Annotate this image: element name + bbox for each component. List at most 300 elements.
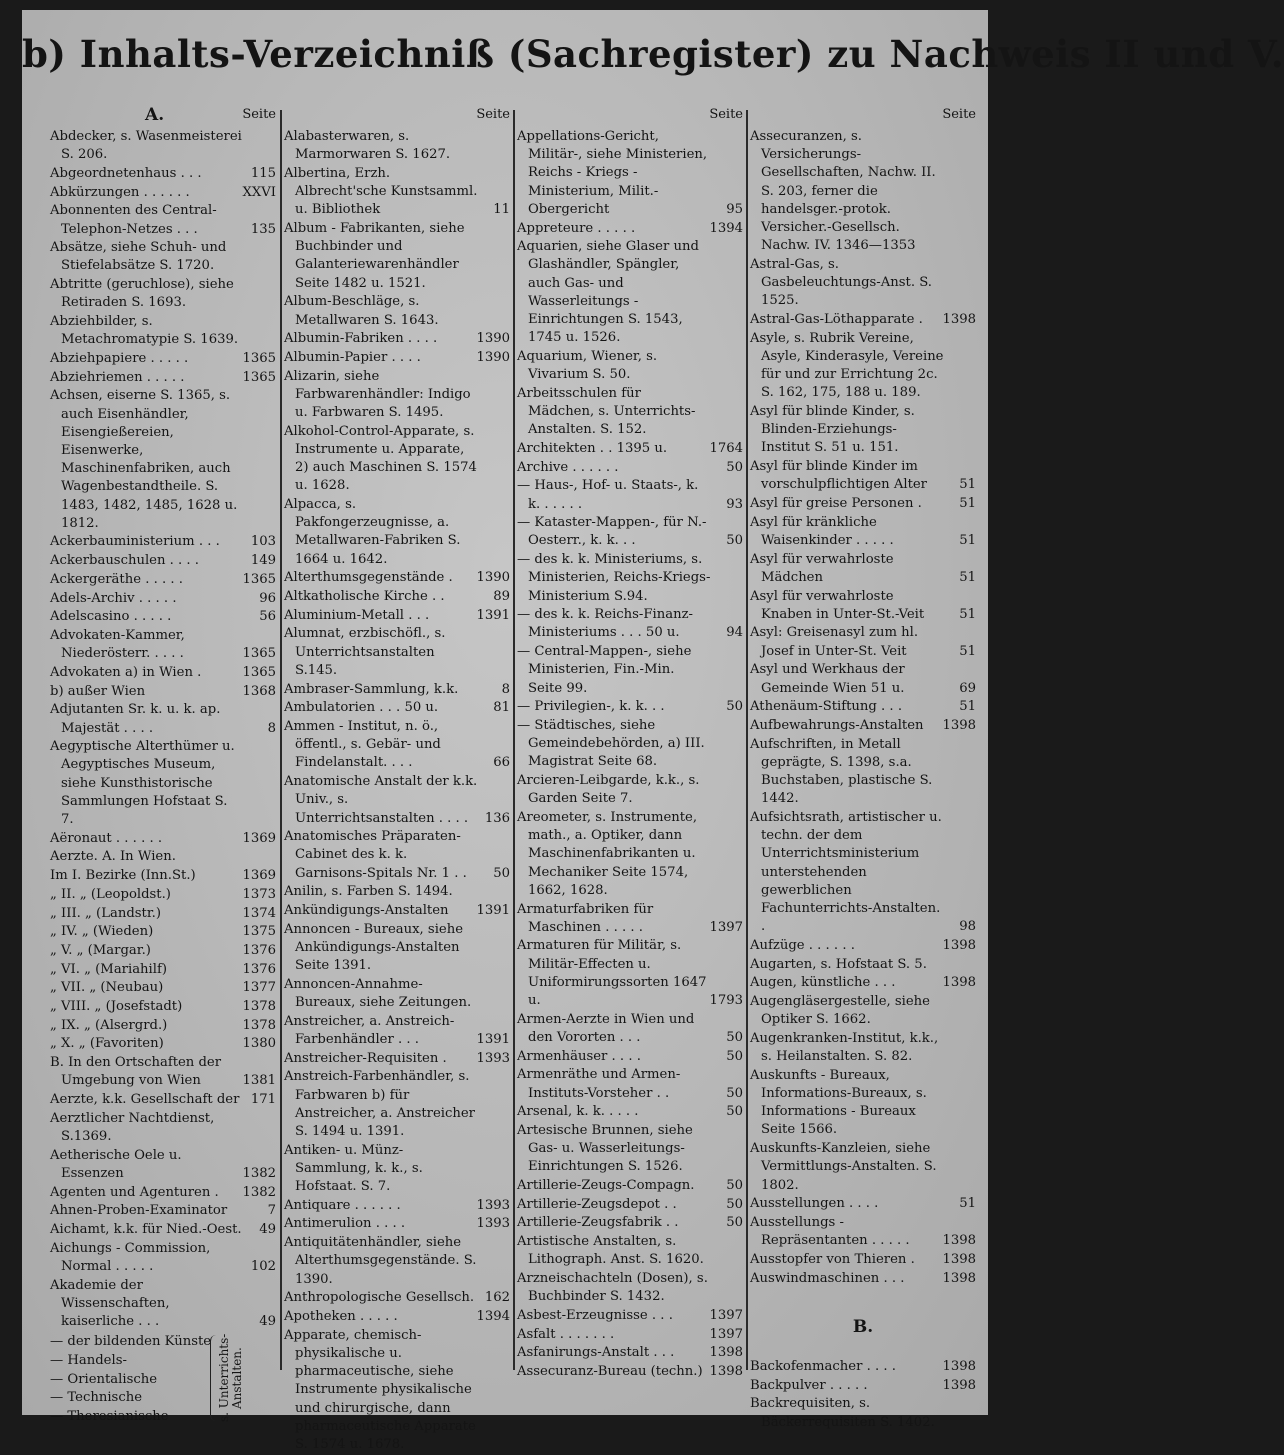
index-entry xyxy=(517,348,743,384)
index-entry xyxy=(284,1068,510,1141)
entry-text: Astral-Gas, s. Gasbeleuchtungs-Anst. S. 1525. xyxy=(750,256,932,309)
entry-text: Aerzte, k.k. Gesellschaft der xyxy=(50,1092,240,1108)
index-entry xyxy=(750,1270,976,1288)
entry-text: b) außer Wien xyxy=(50,683,146,699)
column-divider xyxy=(513,110,515,1370)
entry-text: „ II. „ (Leopoldst.) xyxy=(50,886,171,902)
index-entry xyxy=(517,459,743,477)
entry-page-number: 1793 xyxy=(709,993,743,1009)
index-entry xyxy=(750,1395,976,1431)
index-entry xyxy=(50,942,276,960)
entry-text: Anatomisches Präparaten-Cabinet des k. k. Garnisons-Spitals Nr. 1 . . xyxy=(284,829,467,881)
column-divider xyxy=(746,110,748,1370)
entry-page-number: 94 xyxy=(726,625,743,641)
index-entry xyxy=(750,937,976,955)
entry-text: Alabasterwaren, s. Marmorwaren S. 1627. xyxy=(284,129,451,163)
entry-text: Asfalt . . . . . . . xyxy=(517,1326,615,1342)
entry-text: Agenten und Agenturen . xyxy=(50,1184,219,1200)
index-entry xyxy=(517,440,743,458)
index-entry xyxy=(517,643,743,698)
entry-text: Aufschriften, in Metall geprägte, S. 1398, s.a. Buchstaben, plastische S. 1442. xyxy=(750,736,933,807)
entry-text: Ankündigungs-Anstalten xyxy=(284,903,449,919)
entry-text: Artillerie-Zeugsfabrik . . xyxy=(517,1215,679,1231)
index-entry xyxy=(517,220,743,238)
index-entry xyxy=(50,1110,276,1146)
entry-page-number: 1374 xyxy=(242,905,276,921)
index-entry xyxy=(750,956,976,974)
index-entry xyxy=(750,736,976,809)
entry-page-number: 1391 xyxy=(476,1031,510,1047)
entry-text: Armen-Aerzte in Wien und den Vororten . . . xyxy=(517,1011,695,1045)
entry-text: Artillerie-Zeugsdepot . . xyxy=(517,1196,677,1212)
entry-text: Antiquitätenhändler, siehe Alterthumsgegenstände. S. 1390. xyxy=(284,1235,477,1287)
entry-page-number: 1398 xyxy=(942,1377,976,1393)
entry-text: Advokaten-Kammer, Niederösterr. . . . . xyxy=(50,627,185,662)
entry-page-number: 95 xyxy=(726,201,743,217)
index-entry xyxy=(284,128,510,164)
index-entry xyxy=(750,128,976,255)
entry-text: Alkohol-Control-Apparate, s. Instrumente u. Apparate, 2) auch Maschinen S. 1574 u. 1628. xyxy=(284,423,477,494)
index-entry xyxy=(750,974,976,992)
brace-group xyxy=(50,1333,276,1426)
index-entry xyxy=(517,238,743,347)
entry-text: Aichungs - Commission, Normal . . . . . xyxy=(50,1240,211,1274)
entry-text: Abdecker, s. Wasenmeisterei S. 206. xyxy=(50,129,242,163)
entry-page-number: 50 xyxy=(726,1178,743,1194)
entry-page-number: 11 xyxy=(493,202,510,218)
index-entry xyxy=(750,809,976,936)
column-header xyxy=(284,107,510,128)
entry-page-number: 162 xyxy=(484,1290,510,1306)
index-entry xyxy=(50,239,276,275)
entry-page-number: 66 xyxy=(493,755,510,771)
page-title: b) Inhalts-Verzeichniß (Sachregister) zu Nachweis II und V. xyxy=(22,32,1284,76)
entry-page-number: 1365 xyxy=(242,664,276,680)
entry-text: Auskunfts - Bureaux, Informations-Bureaux, s. Informations - Bureaux Seite 1566. xyxy=(750,1067,927,1138)
entry-text: Albertina, Erzh. Albrecht'sche Kunstsamml. u. Bibliothek xyxy=(284,165,478,218)
entry-page-number: 1376 xyxy=(242,961,276,977)
entry-text: Antiken- u. Münz-Sammlung, k. k., s. Hofstaat. S. 7. xyxy=(284,1142,423,1195)
index-entry xyxy=(284,902,510,920)
entry-page-number: 1398 xyxy=(942,1359,976,1374)
index-entry xyxy=(517,1214,743,1232)
index-entry xyxy=(50,1017,276,1035)
entry-text: Backpulver . . . . . xyxy=(750,1377,868,1393)
entry-page-number: 136 xyxy=(484,810,510,826)
entry-page-number: 1373 xyxy=(242,886,276,902)
index-entry xyxy=(284,1215,510,1233)
index-entry xyxy=(50,552,276,570)
entry-page-number: 89 xyxy=(493,589,510,605)
index-entry xyxy=(50,664,276,682)
index-entry xyxy=(284,1289,510,1307)
entry-text: Aerzte. A. In Wien. xyxy=(50,849,176,865)
entry-text: Abziehriemen . . . . . xyxy=(50,369,185,385)
entry-page-number: 51 xyxy=(959,477,976,493)
entry-page-number: 102 xyxy=(250,1258,276,1274)
entry-text: Assecuranz-Bureau (techn.) xyxy=(517,1364,703,1380)
index-entry xyxy=(284,569,510,587)
entry-text: Armenhäuser . . . . xyxy=(517,1048,641,1064)
index-entry xyxy=(517,698,743,716)
entry-page-number: 1393 xyxy=(476,1050,510,1066)
entry-page-number: 50 xyxy=(726,1029,743,1045)
index-entry xyxy=(50,369,276,387)
index-entry xyxy=(50,571,276,589)
entry-text: Aluminium-Metall . . . xyxy=(284,607,430,623)
entry-page-number: 51 xyxy=(959,606,976,622)
entry-text: Annoncen - Bureaux, siehe Ankündigungs-Anstalten Seite 1391. xyxy=(284,921,464,974)
index-entry xyxy=(517,1048,743,1066)
entry-text: — Haus-, Hof- u. Staats-, k. k. . . . . . xyxy=(517,478,699,512)
index-entry xyxy=(50,905,276,923)
entry-text: Albumin-Fabriken . . . . xyxy=(284,331,438,347)
entry-text: Alizarin, siehe Farbwarenhändler: Indigo u. Farbwaren S. 1495. xyxy=(284,368,471,421)
entry-page-number: 1377 xyxy=(242,980,276,996)
index-entry xyxy=(517,1103,743,1121)
index-entry xyxy=(284,423,510,496)
index-entry xyxy=(50,533,276,551)
entry-text: Anstreich-Farbenhändler, s. Farbwaren b) für Anstreicher, a. Anstreicher S. 1494 u. 1391. xyxy=(284,1069,475,1139)
index-entry xyxy=(284,1197,510,1215)
index-entry xyxy=(517,1307,743,1325)
entry-text: Aquarium, Wiener, s. Vivarium S. 50. xyxy=(517,348,658,383)
entry-text: Arbeitsschulen für Mädchen, s. Unterrichts-Anstalten. S. 152. xyxy=(517,385,696,438)
entry-text: Appellations-Gericht, Militär-, siehe Ministerien, Reichs - Kriegs - Ministerium, Milit.-Obergericht xyxy=(517,129,708,217)
entry-page-number: 1398 xyxy=(942,937,976,953)
index-entry xyxy=(50,1184,276,1202)
entry-text: — Kataster-Mappen-, für N.-Oesterr., k. k. . . xyxy=(517,515,707,549)
index-entry xyxy=(50,1091,276,1109)
entry-text: Abziehbilder, s. Metachromatypie S. 1639. xyxy=(50,314,239,348)
entry-page-number: 81 xyxy=(493,700,510,716)
index-entry xyxy=(750,330,976,403)
entry-text: Arcieren-Leibgarde, k.k., s. Garden Seite 7. xyxy=(517,773,700,807)
entry-text: „ III. „ (Landstr.) xyxy=(50,905,162,921)
entry-page-number: 1764 xyxy=(709,440,743,456)
index-entry xyxy=(750,717,976,735)
entry-text: Aetherische Oele u. Essenzen xyxy=(50,1147,182,1181)
entry-text: Ambraser-Sammlung, k.k. xyxy=(284,681,459,697)
index-entry xyxy=(284,1327,510,1454)
seite-label: Seite xyxy=(709,107,743,122)
entry-page-number: 51 xyxy=(959,532,976,548)
index-entry xyxy=(50,961,276,979)
entry-page-number: 135 xyxy=(250,221,276,237)
index-entry xyxy=(517,477,743,513)
entry-page-number: 1378 xyxy=(242,999,276,1015)
entry-page-number: 69 xyxy=(959,680,976,696)
entry-text: Annoncen-Annahme-Bureaux, siehe Zeitungen. xyxy=(284,976,472,1011)
entry-page-number: 1381 xyxy=(242,1073,276,1089)
index-entry xyxy=(50,276,276,312)
entry-page-number: 51 xyxy=(959,643,976,659)
index-entry xyxy=(284,625,510,680)
entry-page-number: 1397 xyxy=(709,919,743,935)
entry-page-number: 1398 xyxy=(942,975,976,991)
entry-text: Areometer, s. Instrumente, math., a. Optiker, dann Maschinenfabrikanten u. Mechaniker Seite 1574, 1662, 1628. xyxy=(517,810,698,898)
seite-label: Seite xyxy=(476,107,510,122)
entry-text: Anilin, s. Farben S. 1494. xyxy=(284,884,453,900)
entry-text: Abonnenten des Central-Telephon-Netzes . . . xyxy=(50,203,217,237)
entry-page-number: 1390 xyxy=(476,331,510,347)
entry-page-number: 50 xyxy=(726,1215,743,1231)
entry-text: Altkatholische Kirche . . xyxy=(284,589,445,605)
index-entry xyxy=(750,1030,976,1066)
entry-text: Asyl für verwahrloste Knaben in Unter-St.-Veit xyxy=(750,588,925,622)
entry-text: Artesische Brunnen, siehe Gas- u. Wasserleitungs-Einrichtungen S. 1526. xyxy=(517,1122,693,1175)
section-letter-b: B. xyxy=(852,1316,874,1337)
entry-text: — des k. k. Ministeriums, s. Ministerien, Reichs-Kriegs-Ministerium S.94. xyxy=(517,552,711,604)
index-entry xyxy=(284,883,510,901)
entry-text: — Städtisches, siehe Gemeindebehörden, a) III. Magistrat Seite 68. xyxy=(517,718,705,770)
index-column-3 xyxy=(517,107,743,1382)
index-entry xyxy=(50,701,276,737)
index-entry xyxy=(50,1147,276,1183)
entry-text: Asyl für blinde Kinder im vorschulpflichtigen Alter xyxy=(750,459,927,493)
entry-text: Auswindmaschinen . . . xyxy=(750,1270,905,1286)
index-entry xyxy=(517,717,743,772)
entry-text: Album - Fabrikanten, siehe Buchbinder und Galanteriewarenhändler Seite 1482 u. 1521. xyxy=(284,221,465,291)
entry-text: Augen, künstliche . . . xyxy=(750,975,896,991)
index-entry xyxy=(50,608,276,626)
entry-page-number: 1397 xyxy=(709,1308,743,1323)
index-entry xyxy=(284,165,510,220)
index-entry xyxy=(750,495,976,513)
entry-text: Arsenal, k. k. . . . . xyxy=(517,1104,639,1120)
brace-entry: — der bildenden Künste xyxy=(50,1334,212,1350)
entry-page-number: 50 xyxy=(726,1048,743,1064)
entry-text: Ausstellungs - Repräsentanten . . . . . xyxy=(750,1214,910,1249)
index-entry xyxy=(50,165,276,183)
index-entry xyxy=(284,773,510,828)
index-entry xyxy=(517,1177,743,1195)
index-entry xyxy=(517,128,743,219)
index-entry xyxy=(50,387,276,533)
entry-text: Ausstopfer von Thieren . xyxy=(750,1251,915,1267)
entry-page-number: 1380 xyxy=(242,1036,276,1052)
entry-page-number: 7 xyxy=(267,1203,276,1219)
index-entry xyxy=(517,937,743,1010)
entry-page-number: 1365 xyxy=(242,350,276,366)
entry-page-number: 1398 xyxy=(942,1233,976,1249)
entry-text: Alterthumsgegenstände . xyxy=(284,570,453,586)
entry-text: Absätze, siehe Schuh- und Stiefelabsätze S. 1720. xyxy=(50,240,227,274)
index-entry xyxy=(284,976,510,1012)
entry-text: „ VIII. „ (Josefstadt) xyxy=(50,999,183,1015)
index-entry xyxy=(517,385,743,440)
entry-text: Abtritte (geruchlose), siehe Retiraden S. 1693. xyxy=(50,277,234,311)
entry-text: Ackergeräthe . . . . . xyxy=(50,571,183,587)
index-entry xyxy=(517,606,743,642)
entry-text: Alpacca, s. Pakfongerzeugnisse, a. Metallwaren-Fabriken S. 1664 u. 1642. xyxy=(284,497,461,567)
index-entry xyxy=(50,1202,276,1220)
entry-text: Asyl für verwahrloste Mädchen xyxy=(750,551,894,585)
entry-page-number: 1394 xyxy=(476,1309,510,1324)
entry-text: Asfanirungs-Anstalt . . . xyxy=(517,1345,675,1361)
entry-page-number: 98 xyxy=(959,919,976,935)
entry-text: Ahnen-Proben-Examinator xyxy=(50,1203,228,1219)
entry-page-number: 1393 xyxy=(476,1216,510,1232)
index-entry xyxy=(750,551,976,587)
index-entry xyxy=(50,830,276,848)
entry-page-number: 1397 xyxy=(709,1326,743,1342)
index-entry xyxy=(750,698,976,716)
entry-page-number: 93 xyxy=(726,496,743,512)
entry-text: — des k. k. Reichs-Finanz-Ministeriums . . . 50 u. xyxy=(517,607,694,641)
entry-page-number: 56 xyxy=(259,609,276,625)
index-entry xyxy=(50,313,276,349)
entry-text: Im I. Bezirke (Inn.St.) xyxy=(50,868,196,884)
index-entry xyxy=(50,738,276,829)
entry-page-number: 1369 xyxy=(242,830,276,846)
entry-text: Antiquare . . . . . . xyxy=(284,1197,401,1213)
entry-text: Ackerbauschulen . . . . xyxy=(50,553,199,569)
column-divider xyxy=(280,110,282,1370)
entry-page-number: 103 xyxy=(250,534,276,550)
entry-page-number: 1376 xyxy=(242,942,276,958)
entry-text: Aerztlicher Nachtdienst, S.1369. xyxy=(50,1110,215,1144)
seite-label: Seite xyxy=(242,107,276,122)
entry-page-number: 1378 xyxy=(242,1017,276,1033)
entry-text: Astral-Gas-Löthapparate . xyxy=(750,312,923,328)
entry-text: Alumnat, erzbischöfl., s. Unterrichtsanstalten S.145. xyxy=(284,626,446,678)
entry-text: Asbest-Erzeugnisse . . . xyxy=(517,1308,673,1323)
entry-page-number: 50 xyxy=(726,1104,743,1120)
index-entry xyxy=(750,1067,976,1140)
index-entry xyxy=(50,848,276,866)
index-entry xyxy=(50,923,276,941)
entry-page-number: 1394 xyxy=(709,220,743,236)
section-letter-a: A. xyxy=(145,105,165,125)
entry-text: „ X. „ (Favoriten) xyxy=(50,1036,164,1052)
entry-text: Augarten, s. Hofstaat S. 5. xyxy=(750,956,927,972)
entry-page-number: 49 xyxy=(259,1221,276,1237)
entry-text: Archive . . . . . . xyxy=(517,459,619,475)
index-entry xyxy=(750,256,976,311)
index-entry xyxy=(517,1196,743,1214)
entry-page-number: 1365 xyxy=(242,571,276,587)
index-entry xyxy=(750,1251,976,1269)
entry-text: Advokaten a) in Wien . xyxy=(50,664,202,680)
entry-list xyxy=(284,128,510,1454)
index-entry xyxy=(750,624,976,660)
index-entry xyxy=(517,1326,743,1344)
entry-page-number: 1382 xyxy=(242,1165,276,1181)
entry-text: Abkürzungen . . . . . . xyxy=(50,184,190,200)
entry-page-number: 96 xyxy=(259,590,276,606)
index-entry xyxy=(750,1377,976,1395)
entry-page-number: 50 xyxy=(726,699,743,715)
index-entry xyxy=(284,699,510,717)
index-entry xyxy=(750,403,976,458)
index-entry xyxy=(284,1308,510,1326)
index-entry xyxy=(517,514,743,550)
index-entry xyxy=(517,1122,743,1177)
entry-text: Anatomische Anstalt der k.k. Univ., s. Unterrichtsanstalten . . . . xyxy=(284,774,478,826)
index-entry xyxy=(50,590,276,608)
entry-text: Armaturfabriken für Maschinen . . . . . xyxy=(517,901,654,935)
entry-text: Architekten . . 1395 u. xyxy=(517,440,668,456)
entry-page-number: 50 xyxy=(726,459,743,475)
index-entry xyxy=(50,1221,276,1239)
index-entry xyxy=(284,220,510,293)
entry-text: Aegyptische Alterthümer u. Aegyptisches Museum, siehe Kunsthistorische Sammlungen Hofstaat S. 7. xyxy=(50,739,235,828)
index-entry xyxy=(50,1054,276,1090)
index-entry xyxy=(750,458,976,494)
entry-text: Antimerulion . . . . xyxy=(284,1216,406,1232)
entry-page-number: 51 xyxy=(959,496,976,512)
index-entry xyxy=(517,1270,743,1306)
brace-bracket xyxy=(210,1335,217,1421)
entry-text: Asyl: Greisenasyl zum hl. Josef in Unter-St. Veit xyxy=(750,625,919,659)
index-entry xyxy=(284,293,510,329)
entry-page-number: 1398 xyxy=(942,1270,976,1286)
index-entry xyxy=(284,1050,510,1068)
index-entry xyxy=(284,496,510,569)
entry-text: Athenäum-Stiftung . . . xyxy=(750,699,903,715)
index-entry xyxy=(284,349,510,367)
entry-page-number: 1398 xyxy=(942,1251,976,1267)
index-entry xyxy=(517,551,743,606)
index-entry xyxy=(517,809,743,900)
index-entry xyxy=(750,311,976,329)
index-entry xyxy=(284,718,510,773)
entry-text: Apotheken . . . . . xyxy=(284,1309,398,1324)
index-entry xyxy=(50,867,276,885)
entry-text: Adjutanten Sr. k. u. k. ap. Majestät . . . . xyxy=(50,702,221,736)
entry-text: Anstreicher-Requisiten . xyxy=(284,1050,447,1066)
index-entry xyxy=(50,128,276,164)
index-entry xyxy=(50,202,276,238)
entry-page-number: 1365 xyxy=(242,646,276,662)
entry-text: Apparate, chemisch-physikalische u. pharmaceutische, siehe Instrumente physikalische und chirurgische, dann pharmaceutische Apparate S. 1574 u. 1678. xyxy=(284,1327,476,1452)
entry-text: „ IV. „ (Wieden) xyxy=(50,924,154,940)
entry-page-number: 115 xyxy=(250,165,276,181)
column-header xyxy=(50,105,276,128)
entry-list xyxy=(50,128,276,1331)
index-entry xyxy=(750,514,976,550)
entry-text: Asyl und Werkhaus der Gemeinde Wien 51 u. xyxy=(750,662,905,696)
entry-page-number: 50 xyxy=(726,1085,743,1101)
index-entry xyxy=(50,627,276,663)
entry-page-number: 1390 xyxy=(476,349,510,365)
index-entry xyxy=(517,1011,743,1047)
index-entry xyxy=(750,661,976,697)
index-entry xyxy=(50,1277,276,1332)
index-entry xyxy=(50,683,276,701)
entry-page-number: 149 xyxy=(250,553,276,569)
index-page xyxy=(22,10,1284,1452)
entry-page-number: 1390 xyxy=(476,570,510,586)
entry-text: Armenräthe und Armen-Instituts-Vorsteher . . xyxy=(517,1067,681,1101)
entry-page-number: 50 xyxy=(726,533,743,549)
entry-page-number: 1375 xyxy=(242,924,276,940)
entry-text: Aufbewahrungs-Anstalten xyxy=(750,718,924,733)
entry-text: Augenkranken-Institut, k.k., s. Heilanstalten. S. 82. xyxy=(750,1030,939,1065)
brace-entry: — Technische xyxy=(50,1390,142,1406)
entry-page-number: 1382 xyxy=(242,1184,276,1200)
entry-page-number: 1368 xyxy=(242,683,276,699)
entry-text: Akademie der Wissenschaften, kaiserliche . . . xyxy=(50,1277,170,1329)
entry-text: Artillerie-Zeugs-Compagn. xyxy=(517,1178,695,1194)
index-entry xyxy=(284,681,510,699)
entry-text: Aëronaut . . . . . . xyxy=(50,830,163,846)
index-entry xyxy=(750,1195,976,1213)
entry-page-number: 1391 xyxy=(476,903,510,919)
entry-page-number: 1398 xyxy=(709,1364,743,1380)
entry-text: Abziehpapiere . . . . . xyxy=(50,350,189,366)
